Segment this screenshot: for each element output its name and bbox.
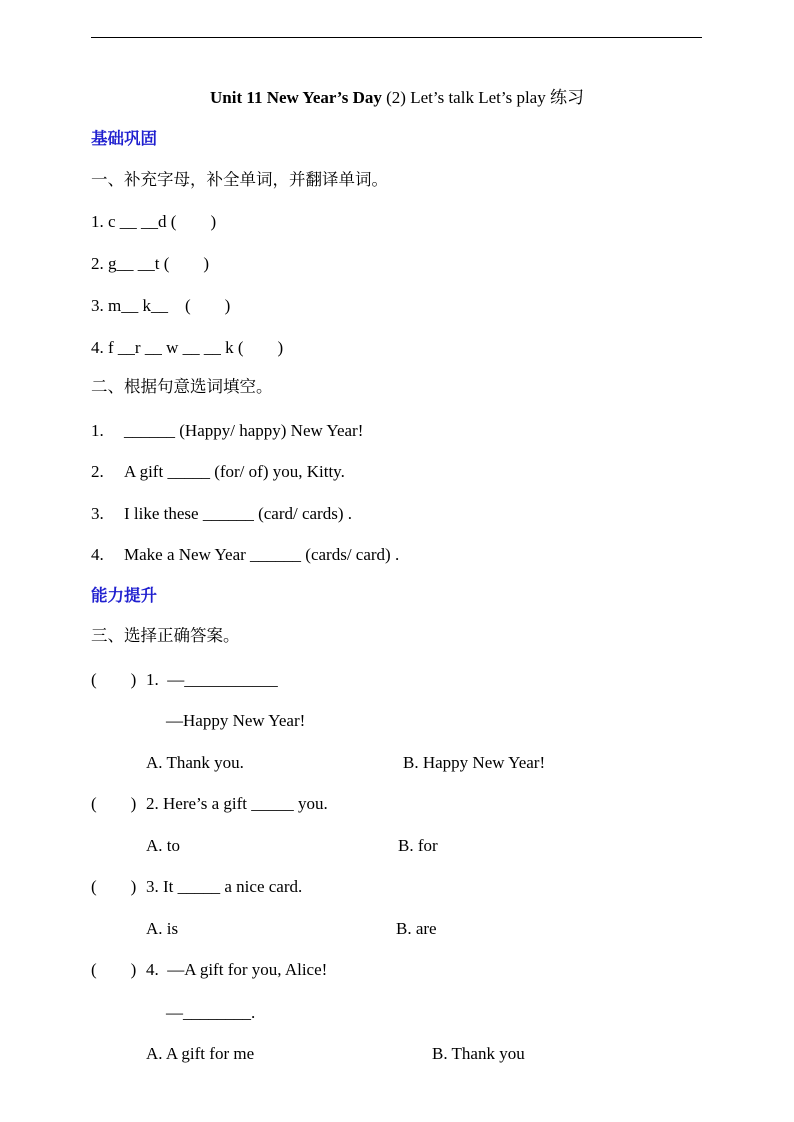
answer-bracket: ( ) [91,670,137,689]
section-advanced: 能力提升 [91,586,157,605]
question-3-option-a: A. is [146,919,179,938]
header-rule [91,37,702,38]
part2-item-num: 3. [91,504,104,523]
part2-item-num: 1. [91,421,104,440]
question-4 [91,960,327,980]
question-2 [91,794,328,814]
part2-item-text: I like these ______ (card/ cards) . [124,504,352,523]
question-stem: 2. Here’s a gift _____ you. [146,794,328,813]
part2-item-1 [91,421,363,441]
answer-bracket: ( ) [91,877,137,896]
part2-item-num: 2. [91,462,104,481]
question-4-option-b: B. Thank you [432,1044,525,1063]
question-stem: 3. It _____ a nice card. [146,877,303,896]
part2-item-num: 4. [91,545,104,564]
question-2-option-b: B. for [398,836,438,855]
title-bold: Unit 11 New Year’s Day [210,88,382,107]
worksheet-title [0,87,794,109]
question-1-option-a: A. Thank you. [146,753,244,772]
part2-item-2 [91,462,345,482]
question-1 [91,670,278,690]
part1-item-2: 2. g__ __t ( ) [91,254,210,273]
question-stem: 1. —___________ [146,670,278,689]
part2-item-text: A gift _____ (for/ of) you, Kitty. [124,462,345,481]
part1-item-1: 1. c __ __d ( ) [91,212,217,231]
part1-item-3: 3. m__ k__ ( ) [91,296,231,315]
question-1-option-b: B. Happy New Year! [403,753,546,772]
part1-heading: 一、补充字母，补全单词，并翻译单词。 [91,170,388,189]
answer-bracket: ( ) [91,960,137,979]
question-1-reply: —Happy New Year! [166,711,306,730]
part1-item-4: 4. f __r __ w __ __ k ( ) [91,338,284,357]
question-3-option-b: B. are [396,919,437,938]
question-4-reply: —________. [166,1003,256,1022]
section-basic: 基础巩固 [91,129,157,148]
part2-item-3 [91,504,352,524]
part2-item-text: Make a New Year ______ (cards/ card) . [124,545,400,564]
part2-item-text: ______ (Happy/ happy) New Year! [124,421,364,440]
answer-bracket: ( ) [91,794,137,813]
question-4-option-a: A. A gift for me [146,1044,255,1063]
part3-heading: 三、选择正确答案。 [91,626,240,645]
part2-item-4 [91,545,399,565]
part2-heading: 二、根据句意选词填空。 [91,377,273,396]
question-stem: 4. —A gift for you, Alice! [146,960,328,979]
question-2-option-a: A. to [146,836,180,855]
title-rest: (2) Let’s talk Let’s play 练习 [381,88,584,107]
question-3 [91,877,302,897]
